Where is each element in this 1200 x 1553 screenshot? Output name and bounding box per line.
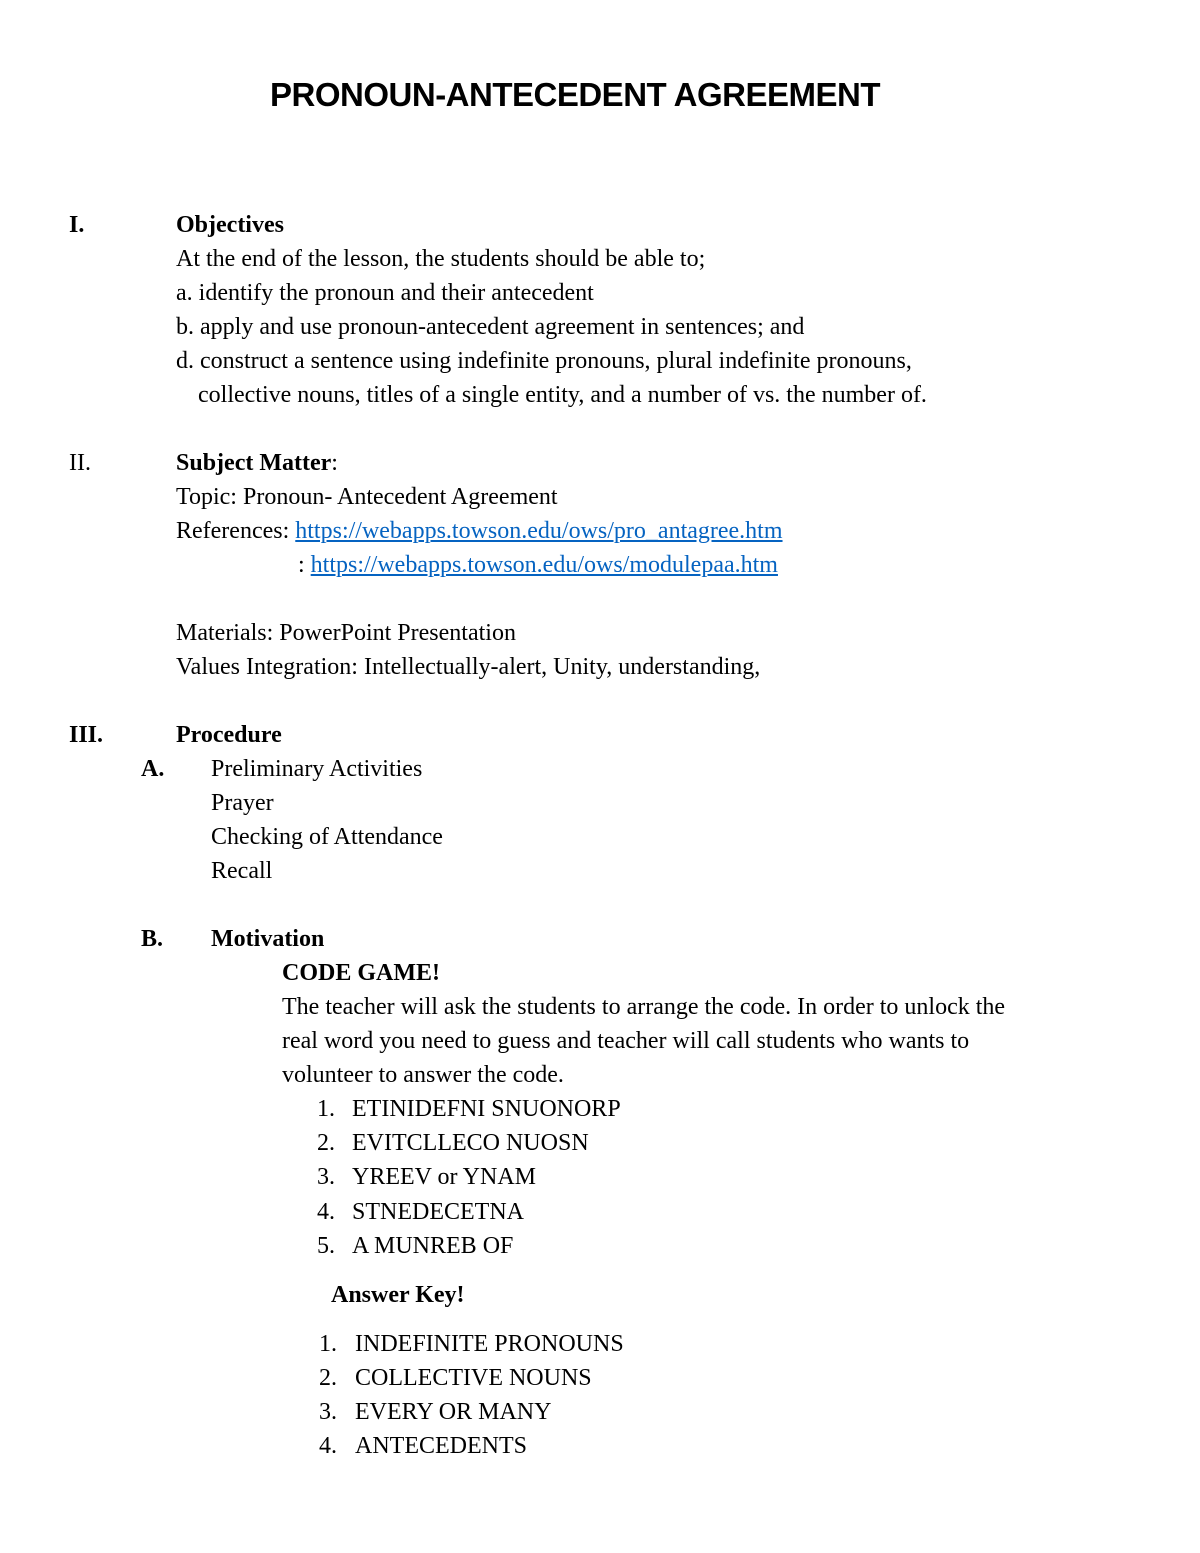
game-description-line: real word you need to guess and teacher will call students who wants to [282, 1028, 970, 1054]
section-numeral-1: I. [69, 212, 85, 238]
subject-matter-label: Subject Matter [176, 450, 332, 476]
answer-item-text: EVERY OR MANY [355, 1399, 552, 1425]
topic-line: Topic: Pronoun- Antecedent Agreement [176, 484, 558, 510]
objectives-heading: Objectives [176, 212, 284, 238]
activity-item: Checking of Attendance [211, 824, 443, 850]
code-item-text: YREEV or YNAM [352, 1164, 536, 1190]
code-item-number: 4. [317, 1199, 335, 1225]
subject-matter-colon: : [331, 450, 338, 476]
procedure-heading: Procedure [176, 722, 282, 748]
section-numeral-3: III. [69, 722, 104, 748]
section-numeral-2: II. [69, 450, 91, 476]
answer-item-number: 4. [319, 1433, 337, 1459]
code-item-number: 1. [317, 1096, 335, 1122]
objective-item-a: a. identify the pronoun and their antecedent [176, 280, 594, 306]
reference-link-2[interactable]: https://webapps.towson.edu/ows/modulepaa.htm [310, 552, 778, 578]
code-item-text: ETINIDEFNI SNUONORP [352, 1096, 621, 1122]
code-item-number: 2. [317, 1130, 335, 1156]
code-item-text: EVITCLLECO NUOSN [352, 1130, 589, 1156]
motivation-heading: Motivation [211, 926, 325, 952]
answer-key-heading: Answer Key! [331, 1282, 465, 1308]
references-label: References: [176, 518, 296, 544]
game-description-line: The teacher will ask the students to arrange the code. In order to unlock the [282, 994, 1006, 1020]
answer-item-number: 1. [319, 1331, 337, 1357]
page-title: PRONOUN-ANTECEDENT AGREEMENT [270, 76, 880, 113]
objective-item-b: b. apply and use pronoun-antecedent agreement in sentences; and [176, 314, 805, 340]
code-item-text: STNEDECETNA [352, 1199, 524, 1225]
code-item-text: A MUNREB OF [352, 1233, 514, 1259]
preliminary-activities-heading: Preliminary Activities [211, 756, 423, 782]
game-description-line: volunteer to answer the code. [282, 1062, 564, 1088]
subject-matter-heading [176, 451, 338, 475]
objectives-intro: At the end of the lesson, the students should be able to; [176, 246, 706, 272]
answer-item-text: INDEFINITE PRONOUNS [355, 1331, 624, 1357]
answer-item-number: 2. [319, 1365, 337, 1391]
activity-item: Prayer [211, 790, 274, 816]
answer-item-number: 3. [319, 1399, 337, 1425]
values-integration-line: Values Integration: Intellectually-alert, Unity, understanding, [176, 654, 761, 680]
part-b-letter: B. [141, 926, 164, 952]
answer-item-text: COLLECTIVE NOUNS [355, 1365, 592, 1391]
materials-line: Materials: PowerPoint Presentation [176, 620, 516, 646]
code-item-number: 5. [317, 1233, 335, 1259]
objective-item-d: d. construct a sentence using indefinite pronouns, plural indefinite pronouns, [176, 348, 912, 374]
part-a-letter: A. [141, 756, 165, 782]
reference-link-1[interactable]: https://webapps.towson.edu/ows/pro_antagree.htm [295, 518, 783, 544]
activity-item: Recall [211, 858, 273, 884]
answer-item-text: ANTECEDENTS [355, 1433, 527, 1459]
reference-2-prefix: : [298, 552, 311, 578]
code-item-number: 3. [317, 1164, 335, 1190]
references-line-2 [298, 553, 778, 577]
objective-item-d-continued: collective nouns, titles of a single entity, and a number of vs. the number of. [198, 382, 927, 408]
references-line [176, 519, 783, 543]
code-game-title: CODE GAME! [282, 960, 440, 986]
